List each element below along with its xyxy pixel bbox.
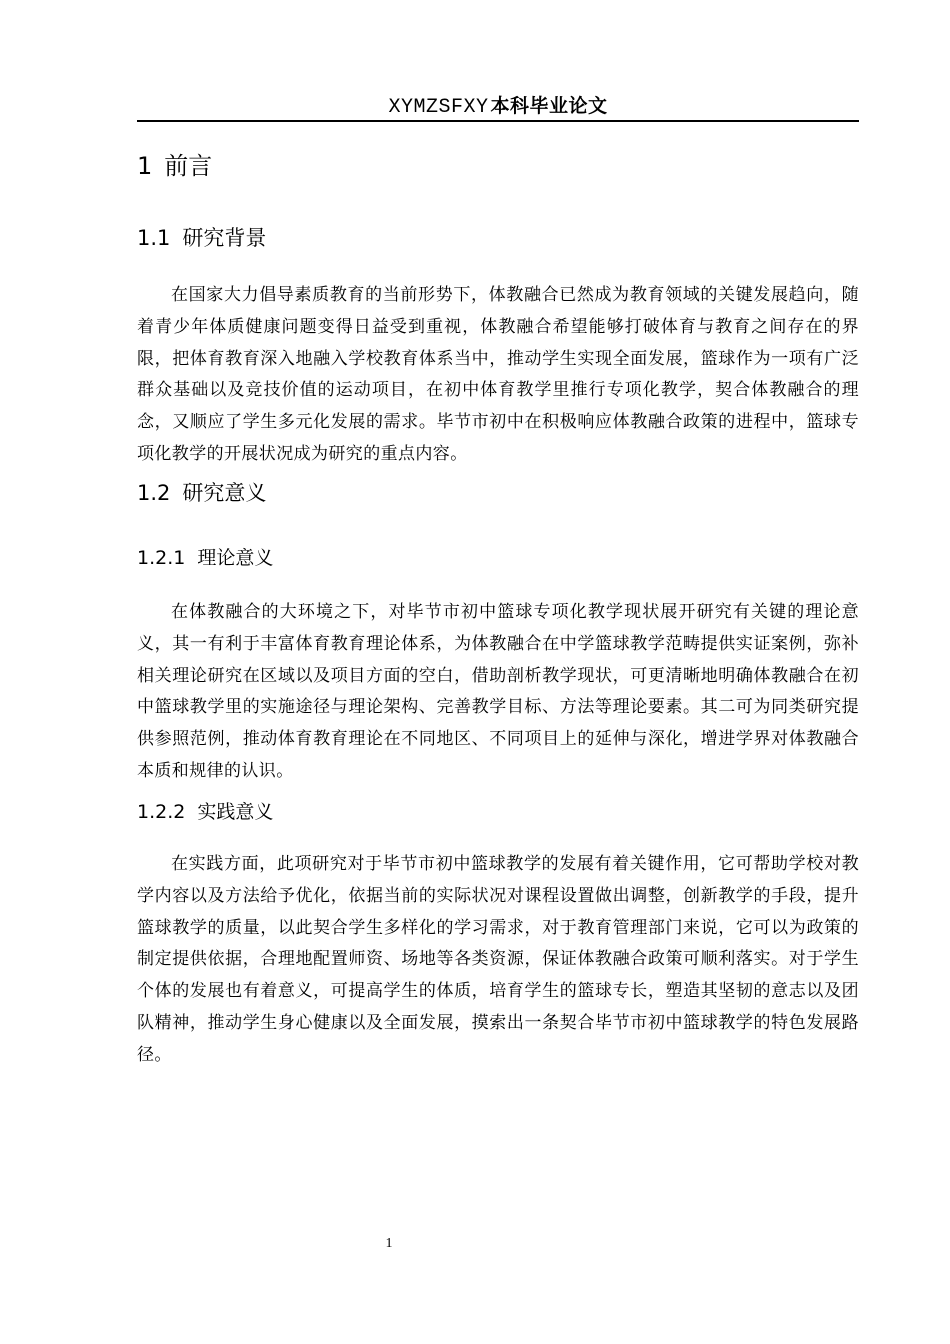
chapter-number: 1 <box>137 152 153 180</box>
subsection-heading-1-2-2 <box>137 798 273 826</box>
subsection-title: 理论意义 <box>197 547 274 569</box>
page-number-text: 1 <box>385 1236 393 1251</box>
chapter-title: 前言 <box>164 152 213 180</box>
section-heading-1-2 <box>137 478 266 508</box>
paragraph-research-background: 在国家大力倡导素质教育的当前形势下，体教融合已然成为教育领域的关键发展趋向，随着青少年体质健康问题变得日益受到重视，体教融合希望能够打破体育与教育之间存在的界限，把体育教育深入地融入学校教育体系当中，推动学生实现全面发展，篮球作为一项有广泛群众基础以及竞技价值的运动项目，在初中体育教学里推行专项化教学，契合体教融合的理念，又顺应了学生多元化发展的需求。毕节市初中在积极响应体教融合政策的进程中，篮球专项化教学的开展状况成为研究的重点内容。 <box>137 285 859 464</box>
subsection-number: 1.2.2 <box>137 801 186 823</box>
paragraph-practical-significance: 在实践方面，此项研究对于毕节市初中篮球教学的发展有着关键作用，它可帮助学校对教学内容以及方法给予优化，依据当前的实际状况对课程设置做出调整，创新教学的手段，提升篮球教学的质量，以此契合学生多样化的学习需求，对于教育管理部门来说，它可以为政策的制定提供依据，合理地配置师资、场地等各类资源，保证体教融合政策可顺利落实。对于学生个体的发展也有着意义，可提高学生的体质，培育学生的篮球专长，塑造其坚韧的意志以及团队精神，推动学生身心健康以及全面发展，摸索出一条契合毕节市初中篮球教学的特色发展路径。 <box>137 854 859 1065</box>
paragraph-theoretical-significance: 在体教融合的大环境之下，对毕节市初中篮球专项化教学现状展开研究有关键的理论意义，其一有利于丰富体育教育理论体系，为体教融合在中学篮球教学范畴提供实证案例，弥补相关理论研究在区域以及项目方面的空白，借助剖析教学现状，可更清晰地明确体教融合在初中篮球教学里的实施途径与理论架构、完善教学目标、方法等理论要素。其二可为同类研究提供参照范例，推动体育教育理论在不同地区、不同项目上的延伸与深化，增进学界对体教融合本质和规律的认识。 <box>137 602 859 781</box>
header-title: 本科毕业论文 <box>490 95 608 117</box>
header-code: XYMZSFXY <box>388 96 489 119</box>
header-text <box>137 92 859 122</box>
section-number: 1.2 <box>137 481 171 505</box>
subsection-title: 实践意义 <box>197 801 274 823</box>
section-number: 1.1 <box>137 226 171 250</box>
section-heading-1-1 <box>137 223 266 253</box>
subsection-heading-1-2-1 <box>137 544 273 572</box>
section-title: 研究背景 <box>182 226 267 250</box>
chapter-heading <box>137 150 212 182</box>
page-number <box>0 1236 950 1252</box>
page-header <box>137 92 859 122</box>
section-title: 研究意义 <box>182 481 267 505</box>
subsection-number: 1.2.1 <box>137 547 186 569</box>
